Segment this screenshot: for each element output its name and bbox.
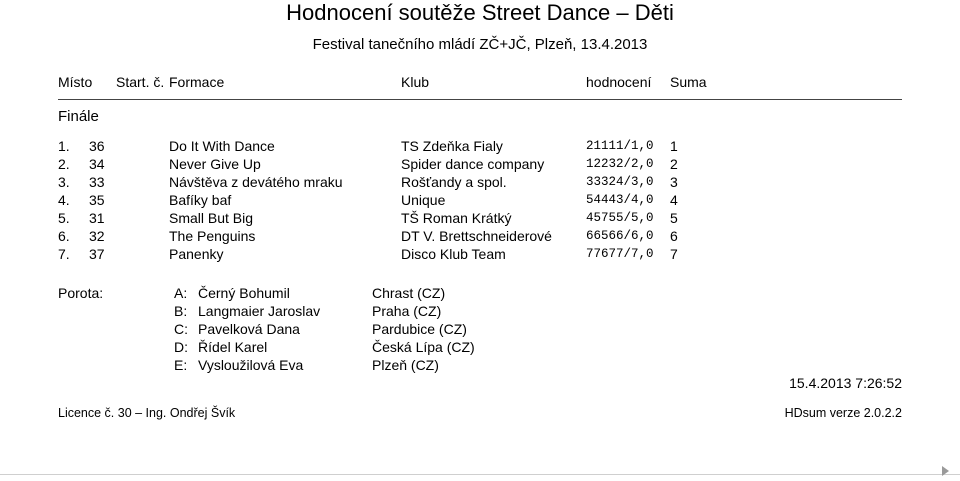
result-club: DT V. Brettschneiderové: [401, 228, 552, 244]
result-club: Unique: [401, 192, 446, 208]
judge-city: Plzeň (CZ): [372, 357, 439, 373]
result-start-number: 31: [89, 210, 105, 226]
result-marks: 54443/4,0: [586, 193, 654, 207]
result-start-number: 37: [89, 246, 105, 262]
list-item: [0, 302, 960, 320]
table-row: [0, 173, 960, 191]
jury-label: Porota:: [58, 285, 104, 301]
result-sum: 2: [670, 156, 678, 172]
judge-city: Pardubice (CZ): [372, 321, 467, 337]
result-place: 4.: [58, 192, 70, 208]
column-header-club: Klub: [401, 74, 430, 90]
document-title: Hodnocení soutěže Street Dance – Děti: [286, 0, 674, 25]
result-marks: 77677/7,0: [586, 247, 654, 261]
result-sum: 6: [670, 228, 678, 244]
column-header-start: Start. č.: [116, 74, 165, 90]
document-subtitle: Festival tanečního mládí ZČ+JČ, Plzeň, 13.4.2013: [312, 36, 648, 53]
licence-text: Licence č. 30 – Ing. Ondřej Švík: [58, 406, 236, 420]
result-place: 6.: [58, 228, 70, 244]
result-start-number: 36: [89, 138, 105, 154]
result-formation: Bafíky baf: [169, 192, 232, 208]
judge-name: Pavelková Dana: [198, 321, 300, 337]
result-marks: 33324/3,0: [586, 175, 654, 189]
result-sum: 4: [670, 192, 678, 208]
result-formation: Návštěva z devátého mraku: [169, 174, 343, 190]
result-sum: 1: [670, 138, 678, 154]
list-item: [0, 338, 960, 356]
judge-letter: C:: [174, 321, 188, 337]
result-start-number: 32: [89, 228, 105, 244]
section-title-final: Finále: [58, 108, 99, 125]
table-row: [0, 137, 960, 155]
result-sum: 5: [670, 210, 678, 226]
list-item: [0, 320, 960, 338]
header-divider: [58, 99, 902, 100]
result-formation: Never Give Up: [169, 156, 261, 172]
column-header-marks: hodnocení: [586, 74, 652, 90]
result-start-number: 34: [89, 156, 105, 172]
list-item: [0, 284, 960, 302]
table-row: [0, 227, 960, 245]
judge-name: Řídel Karel: [198, 339, 268, 355]
result-club: Disco Klub Team: [401, 246, 506, 262]
result-club: TS Zdeňka Fialy: [401, 138, 503, 154]
result-club: TŠ Roman Krátký: [401, 210, 512, 226]
result-start-number: 33: [89, 174, 105, 190]
result-marks: 21111/1,0: [586, 139, 654, 153]
judge-letter: E:: [174, 357, 188, 373]
page-corner-arrow-icon: [942, 466, 949, 476]
result-club: Spider dance company: [401, 156, 545, 172]
judge-letter: B:: [174, 303, 188, 319]
result-marks: 66566/6,0: [586, 229, 654, 243]
table-row: [0, 155, 960, 173]
result-marks: 12232/2,0: [586, 157, 654, 171]
result-start-number: 35: [89, 192, 105, 208]
column-header-place: Místo: [58, 74, 93, 90]
result-place: 2.: [58, 156, 70, 172]
judge-name: Černý Bohumil: [198, 285, 290, 301]
judge-letter: D:: [174, 339, 188, 355]
result-formation: The Penguins: [169, 228, 256, 244]
column-header-formation: Formace: [169, 74, 225, 90]
list-item: [0, 356, 960, 374]
judge-name: Vysloužilová Eva: [198, 357, 304, 373]
table-row: [0, 245, 960, 263]
result-formation: Small But Big: [169, 210, 254, 226]
result-sum: 3: [670, 174, 678, 190]
table-row: [0, 191, 960, 209]
result-place: 5.: [58, 210, 70, 226]
judge-city: Chrast (CZ): [372, 285, 446, 301]
table-row: [0, 209, 960, 227]
judge-name: Langmaier Jaroslav: [198, 303, 321, 319]
result-marks: 45755/5,0: [586, 211, 654, 225]
result-formation: Panenky: [169, 246, 224, 262]
judge-city: Praha (CZ): [372, 303, 442, 319]
column-header-sum: Suma: [670, 74, 707, 90]
judge-city: Česká Lípa (CZ): [372, 339, 475, 355]
result-formation: Do It With Dance: [169, 138, 275, 154]
result-sum: 7: [670, 246, 678, 262]
result-place: 3.: [58, 174, 70, 190]
print-timestamp: 15.4.2013 7:26:52: [789, 375, 902, 391]
software-version: HDsum verze 2.0.2.2: [784, 406, 902, 420]
result-place: 1.: [58, 138, 70, 154]
judge-letter: A:: [174, 285, 188, 301]
result-place: 7.: [58, 246, 70, 262]
result-club: Rošťandy a spol.: [401, 174, 507, 190]
